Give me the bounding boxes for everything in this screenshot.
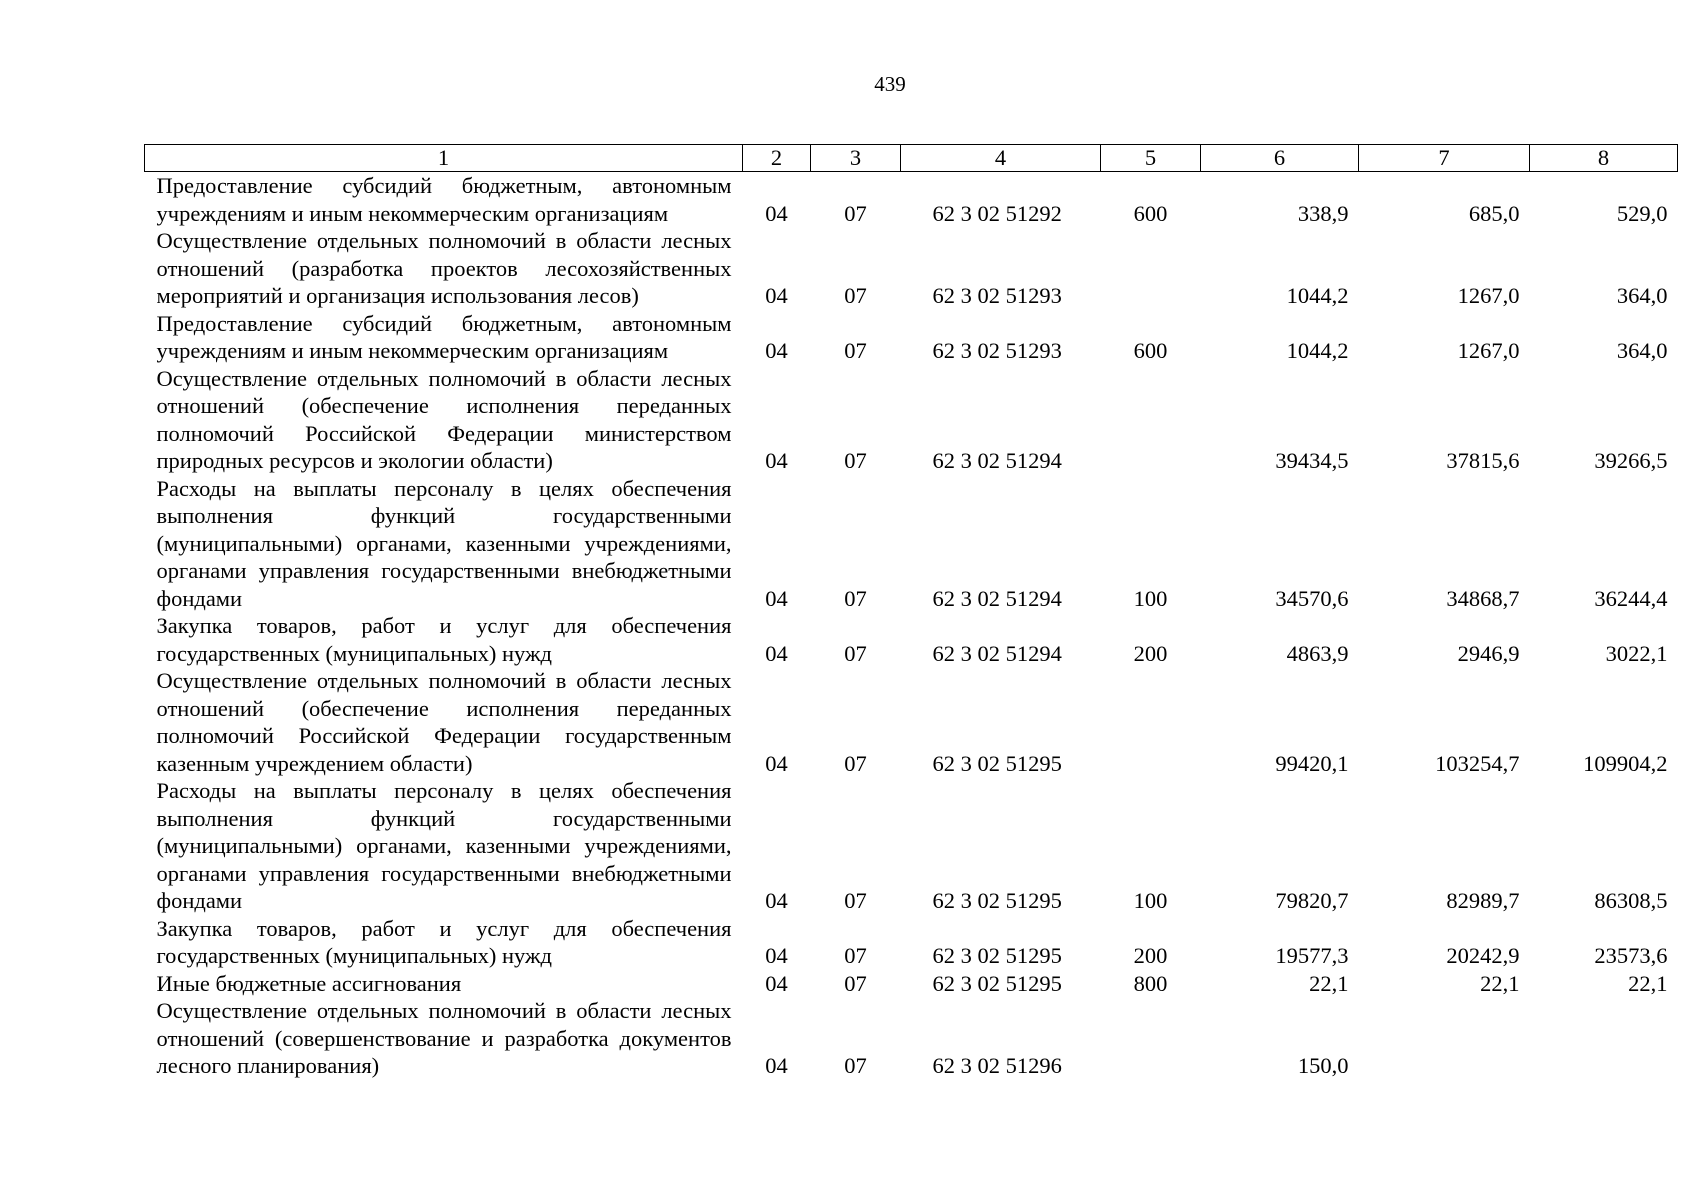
table-row — [145, 667, 1678, 777]
row-amount-col7: 685,0 — [1468, 200, 1520, 226]
row-section: 04 — [765, 283, 788, 308]
row-expense-type: 100 — [1133, 585, 1168, 611]
row-section: 04 — [765, 888, 788, 913]
table-row — [145, 365, 1678, 475]
row-subsection: 07 — [844, 283, 867, 308]
row-amount-col8: 22,1 — [1628, 970, 1668, 996]
row-amount-col7: 2946,9 — [1457, 640, 1520, 666]
budget-table — [144, 144, 1678, 1080]
row-amount-col6: 1044,2 — [1286, 338, 1349, 363]
row-description: Осуществление отдельных полномочий в области лесных отношений (обеспечение исполнения переданных полномочий Российской Федерации государственным казенным учреждением области) — [156, 668, 732, 776]
row-amount-col7: 103254,7 — [1435, 750, 1520, 776]
row-amount-col8: 3022,1 — [1605, 640, 1668, 666]
row-amount-col8 — [1530, 997, 1678, 1080]
row-amount-col8: 36244,4 — [1594, 585, 1668, 611]
row-amount-col6: 4863,9 — [1286, 640, 1349, 666]
row-amount-col7: 1267,0 — [1457, 338, 1520, 363]
row-target-code: 62 3 02 51295 — [932, 750, 1062, 776]
row-subsection: 07 — [844, 338, 867, 363]
row-target-code: 62 3 02 51295 — [932, 943, 1062, 968]
row-amount-col6: 338,9 — [1297, 200, 1349, 226]
row-amount-col6: 150,0 — [1297, 1053, 1349, 1078]
row-subsection: 07 — [844, 200, 867, 226]
header-col-5: 5 — [1101, 145, 1201, 172]
row-target-code: 62 3 02 51296 — [932, 1053, 1062, 1078]
row-amount-col8: 109904,2 — [1583, 750, 1668, 776]
row-expense-type — [1101, 667, 1201, 777]
table-row — [145, 310, 1678, 365]
row-subsection: 07 — [844, 1053, 867, 1078]
row-description: Предоставление субсидий бюджетным, автономным учреждениям и иным некоммерческим организациям — [156, 310, 732, 363]
row-subsection: 07 — [844, 943, 867, 968]
row-expense-type: 100 — [1133, 888, 1168, 913]
row-subsection: 07 — [844, 448, 867, 473]
row-expense-type: 600 — [1133, 200, 1168, 226]
row-description: Предоставление субсидий бюджетным, автономным учреждениям и иным некоммерческим организациям — [156, 173, 732, 226]
row-description: Закупка товаров, работ и услуг для обеспечения государственных (муниципальных) нужд — [156, 915, 732, 968]
row-description: Осуществление отдельных полномочий в области лесных отношений (совершенствование и разработка документов лесного планирования) — [156, 998, 732, 1078]
header-col-3: 3 — [811, 145, 901, 172]
row-expense-type: 200 — [1133, 640, 1168, 666]
row-amount-col7 — [1359, 997, 1530, 1080]
row-amount-col7: 1267,0 — [1457, 283, 1520, 308]
header-col-2: 2 — [743, 145, 811, 172]
table-row — [145, 172, 1678, 228]
row-section: 04 — [765, 1053, 788, 1078]
table-row — [145, 475, 1678, 613]
row-amount-col8: 364,0 — [1616, 338, 1668, 363]
row-subsection: 07 — [844, 888, 867, 913]
row-section: 04 — [765, 943, 788, 968]
row-amount-col8: 39266,5 — [1594, 448, 1668, 473]
row-subsection: 07 — [844, 640, 867, 666]
header-col-1: 1 — [145, 145, 743, 172]
row-target-code: 62 3 02 51294 — [932, 640, 1062, 666]
row-section: 04 — [765, 448, 788, 473]
row-amount-col7: 20242,9 — [1446, 943, 1520, 968]
row-target-code: 62 3 02 51294 — [932, 585, 1062, 611]
table-row — [145, 997, 1678, 1080]
row-subsection: 07 — [844, 970, 867, 996]
row-amount-col6: 79820,7 — [1275, 888, 1349, 913]
row-subsection: 07 — [844, 585, 867, 611]
row-amount-col8: 86308,5 — [1594, 888, 1668, 913]
header-row — [145, 145, 1678, 172]
row-amount-col8: 529,0 — [1616, 200, 1668, 226]
row-amount-col6: 34570,6 — [1275, 585, 1349, 611]
row-amount-col6: 1044,2 — [1286, 283, 1349, 308]
row-amount-col8: 364,0 — [1616, 283, 1668, 308]
row-description: Иные бюджетные ассигнования — [156, 970, 462, 996]
row-amount-col6: 39434,5 — [1275, 448, 1349, 473]
row-expense-type: 600 — [1133, 338, 1168, 363]
row-expense-type — [1101, 227, 1201, 310]
table-row — [145, 227, 1678, 310]
row-subsection: 07 — [844, 750, 867, 776]
row-description: Осуществление отдельных полномочий в области лесных отношений (обеспечение исполнения переданных полномочий Российской Федерации министерством природных ресурсов и экологии области) — [156, 365, 732, 473]
row-section: 04 — [765, 338, 788, 363]
row-expense-type: 200 — [1133, 943, 1168, 968]
row-amount-col7: 37815,6 — [1446, 448, 1520, 473]
header-col-4: 4 — [901, 145, 1101, 172]
row-amount-col6: 99420,1 — [1275, 750, 1349, 776]
row-section: 04 — [765, 200, 788, 226]
row-amount-col6: 19577,3 — [1275, 943, 1349, 968]
table-row — [145, 612, 1678, 667]
row-target-code: 62 3 02 51292 — [932, 200, 1062, 226]
row-amount-col6: 22,1 — [1309, 970, 1349, 996]
table-row — [145, 777, 1678, 915]
row-description: Закупка товаров, работ и услуг для обеспечения государственных (муниципальных) нужд — [156, 613, 732, 666]
row-target-code: 62 3 02 51295 — [932, 970, 1062, 996]
row-expense-type — [1101, 997, 1201, 1080]
table-row — [145, 915, 1678, 970]
row-target-code: 62 3 02 51294 — [932, 448, 1062, 473]
row-target-code: 62 3 02 51293 — [932, 338, 1062, 363]
header-col-7: 7 — [1359, 145, 1530, 172]
row-description: Осуществление отдельных полномочий в области лесных отношений (разработка проектов лесохозяйственных мероприятий и организация использования лесов) — [156, 228, 732, 308]
row-section: 04 — [765, 970, 788, 996]
row-description: Расходы на выплаты персоналу в целях обеспечения выполнения функций государственными (муниципальными) органами, казенными учреждениями, органами управления государственными внебюджетными фондами — [156, 778, 732, 913]
row-target-code: 62 3 02 51293 — [932, 283, 1062, 308]
row-expense-type: 800 — [1133, 970, 1168, 996]
row-expense-type — [1101, 365, 1201, 475]
header-col-6: 6 — [1201, 145, 1359, 172]
row-section: 04 — [765, 585, 788, 611]
table-row — [145, 970, 1678, 998]
row-section: 04 — [765, 640, 788, 666]
row-target-code: 62 3 02 51295 — [932, 888, 1062, 913]
page-number: 439 — [874, 72, 906, 96]
row-amount-col7: 82989,7 — [1446, 888, 1520, 913]
row-amount-col7: 22,1 — [1480, 970, 1520, 996]
header-col-8: 8 — [1530, 145, 1678, 172]
row-section: 04 — [765, 750, 788, 776]
row-amount-col8: 23573,6 — [1594, 943, 1668, 968]
row-amount-col7: 34868,7 — [1446, 585, 1520, 611]
row-description: Расходы на выплаты персоналу в целях обеспечения выполнения функций государственными (муниципальными) органами, казенными учреждениями, органами управления государственными внебюджетными фондами — [156, 475, 732, 611]
